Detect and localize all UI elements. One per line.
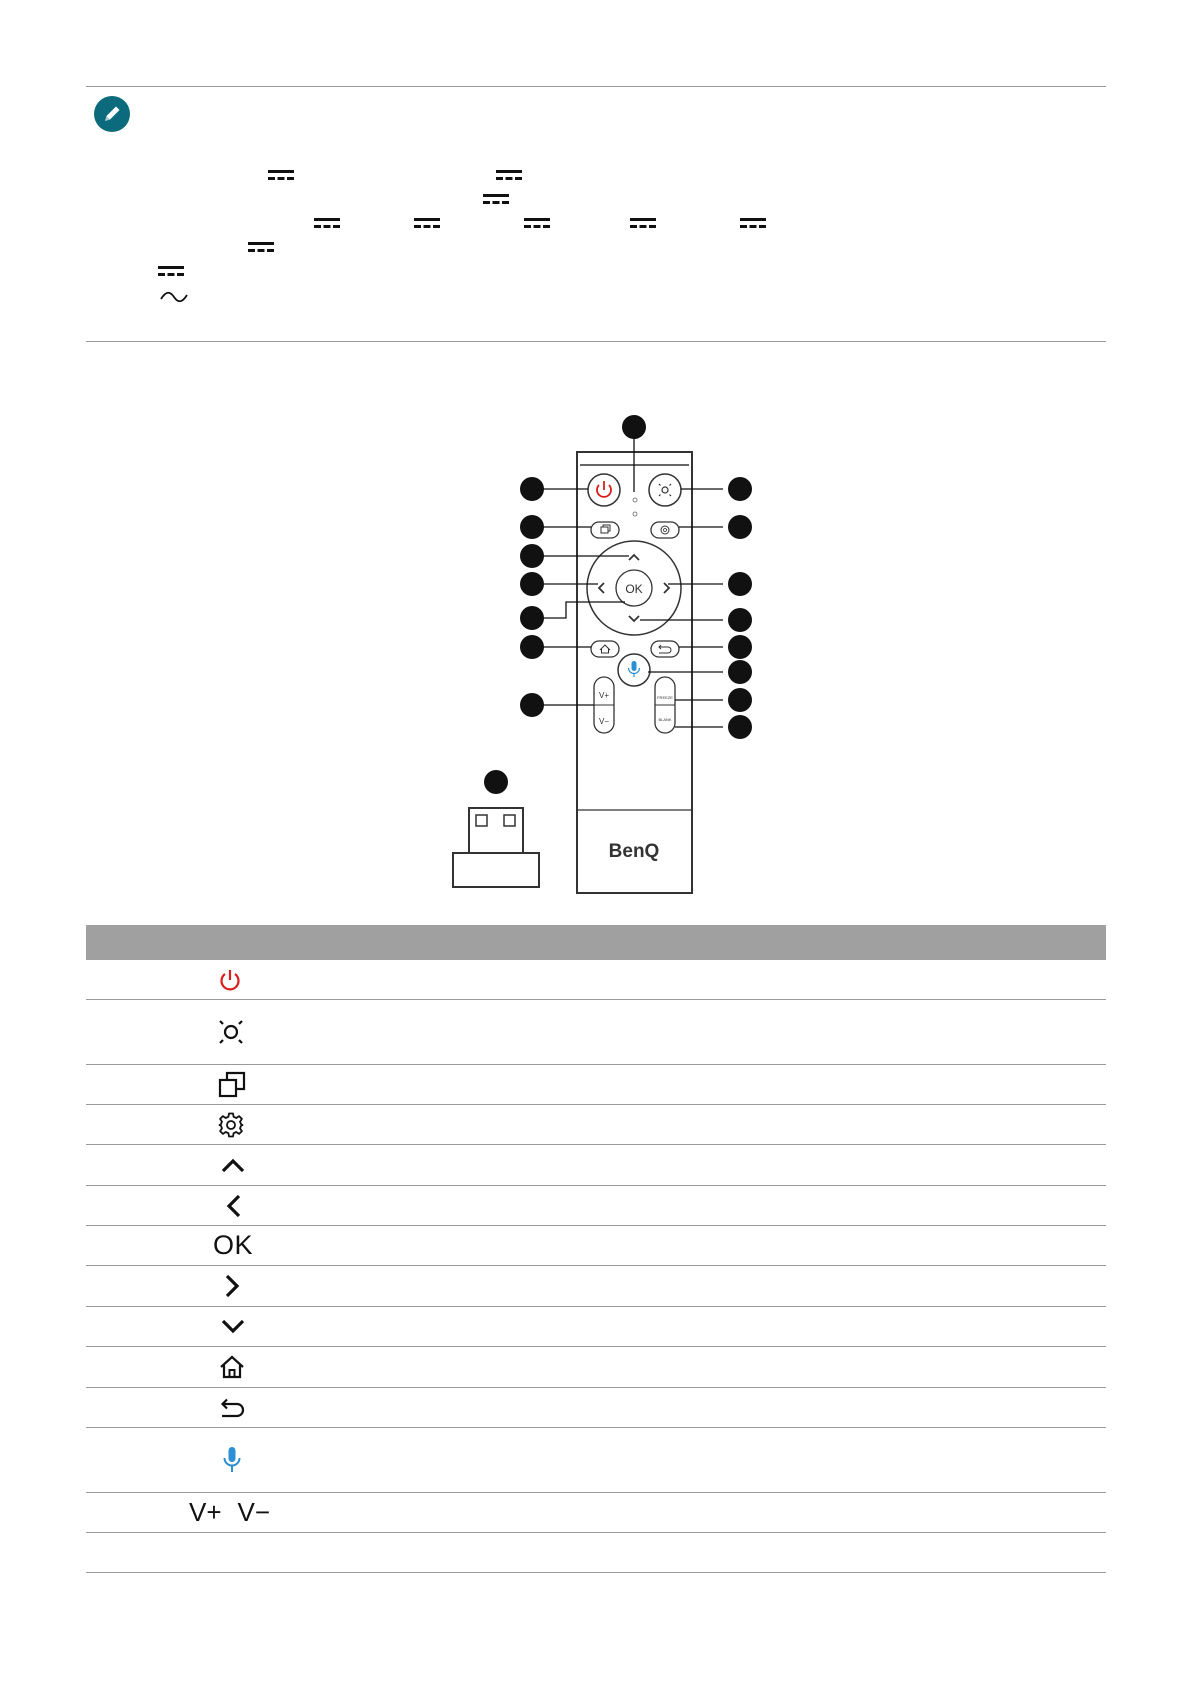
remote-direction-pad [587,541,681,635]
remote-vol-down-label: V− [598,717,610,726]
table-row-multi-window [86,1065,1106,1105]
table-row-volume [86,1493,1106,1533]
callout-marker [520,515,544,539]
callout-marker [520,544,544,568]
table-row-left [86,1186,1106,1226]
remote-settings-button [651,522,679,538]
table-row-microphone [86,1428,1106,1493]
callout-marker [520,606,544,630]
multi-window-icon [218,1071,246,1099]
callout-marker [520,635,544,659]
arrow-up-icon [220,1156,246,1174]
callout-marker [728,635,752,659]
callout-marker [728,715,752,739]
arrow-left-icon [223,1193,243,1219]
ok-label: OK [213,1230,254,1260]
light-sensor-icon [216,1017,246,1047]
callout-marker [520,572,544,596]
table-row-up [86,1145,1106,1186]
table-row-back [86,1388,1106,1428]
remote-freeze-blank-rocker [655,677,675,733]
remote-blank-label: BLANK [658,717,672,722]
callout-marker [484,770,508,794]
table-row-ok [86,1226,1106,1266]
volume-labels [189,1497,286,1528]
remote-freeze-label: FREEZE [657,695,673,700]
home-icon [219,1355,245,1379]
table-row-light-sensor [86,1000,1106,1065]
table-header [86,925,1106,960]
remote-volume-rocker [594,677,614,733]
remote-light-sensor-button [649,474,681,506]
remote-brand-logo: BenQ [608,841,660,862]
arrow-down-icon [220,1318,246,1336]
callout-marker [728,688,752,712]
usb-dongle [453,808,539,887]
table-row-down [86,1307,1106,1347]
volume-down-label: V− [237,1497,271,1527]
power-icon [218,968,242,992]
arrow-right-icon [223,1273,243,1299]
remote-ok-label: OK [625,582,643,596]
table-row-right [86,1266,1106,1307]
callout-marker [520,693,544,717]
table-row-empty [86,1533,1106,1573]
microphone-icon [222,1445,242,1475]
remote-home-button [591,641,619,657]
remote-multi-window-button [591,522,619,538]
table-row-home [86,1347,1106,1388]
table-row-power [86,960,1106,1000]
back-icon [218,1397,246,1419]
callout-marker [728,660,752,684]
callout-marker [728,477,752,501]
callout-marker [520,477,544,501]
volume-up-label: V+ [189,1497,222,1527]
callout-marker [728,608,752,632]
remote-vol-up-label: V+ [598,691,610,700]
remote-back-button [651,641,679,657]
remote-microphone-button [618,654,650,686]
button-table [86,925,1106,1573]
settings-icon [218,1112,244,1138]
table-row-settings [86,1105,1106,1145]
callout-marker [622,415,646,439]
callout-marker [728,572,752,596]
remote-power-button [588,474,620,506]
callout-marker [728,515,752,539]
